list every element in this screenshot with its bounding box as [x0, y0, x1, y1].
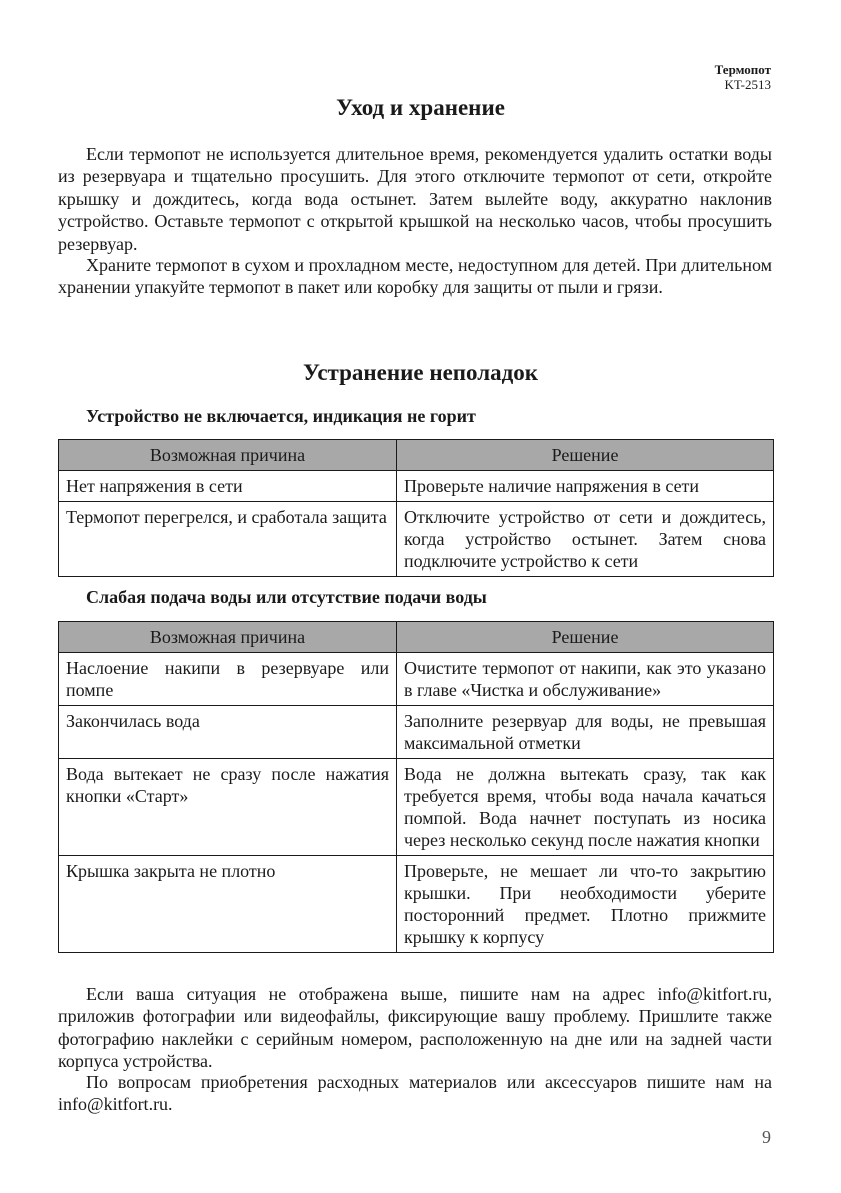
cause-cell: Наслоение накипи в резервуаре или помпе: [59, 653, 397, 706]
table-row: [59, 856, 774, 953]
contact-paragraph-2: По вопросам приобретения расходных материалов или аксессуаров пишите нам на info@kitfort.ru.: [58, 1072, 772, 1115]
troubleshooting-title: Устранение неполадок: [302, 360, 539, 385]
care-title: Уход и хранение: [336, 95, 505, 120]
care-paragraph-2: Храните термопот в сухом и прохладном месте, недоступном для детей. При длительном хранении упакуйте термопот в пакет или коробку для защиты от пыли и грязи.: [58, 255, 772, 298]
cause-cell: Крышка закрыта не плотно: [59, 856, 397, 953]
cause-cell: Вода вытекает не сразу после нажатия кнопки «Старт»: [59, 759, 397, 856]
table-header-row: [59, 622, 774, 653]
table-row: [59, 706, 774, 759]
column-header-cause: Возможная причина: [59, 622, 397, 653]
cause-cell: Нет напряжения в сети: [59, 471, 397, 502]
cause-cell: Закончилась вода: [59, 706, 397, 759]
column-header-solution: Решение: [397, 622, 774, 653]
table-row: [59, 653, 774, 706]
section-heading-weak-flow: Слабая подача воды или отсутствие подачи воды: [86, 587, 487, 607]
troubleshooting-table-weak-flow: [58, 621, 774, 953]
table-row: [59, 502, 774, 577]
column-header-cause: Возможная причина: [59, 440, 397, 471]
solution-cell: Очистите термопот от накипи, как это указано в главе «Чистка и обслуживание»: [397, 653, 774, 706]
column-header-solution: Решение: [397, 440, 774, 471]
table-row: [59, 759, 774, 856]
contact-paragraph-1: Если ваша ситуация не отображена выше, пишите нам на адрес info@kitfort.ru, приложив фотографии или видеофайлы, фиксирующие вашу проблему. Пришлите также фотографию наклейки с серийным номером, расположенную на дне или на задней части корпуса устройства.: [58, 984, 772, 1072]
solution-cell: Проверьте, не мешает ли что-то закрытию крышки. При необходимости уберите посторонний предмет. Плотно прижмите крышку к корпусу: [397, 856, 774, 953]
solution-cell: Проверьте наличие напряжения в сети: [397, 471, 774, 502]
troubleshooting-table-no-power: [58, 439, 774, 577]
page-header: [715, 62, 771, 92]
section-heading-no-power: Устройство не включается, индикация не горит: [86, 406, 476, 426]
product-name: Термопот: [714, 62, 771, 77]
solution-cell: Отключите устройство от сети и дождитесь, когда устройство остынет. Затем снова подключите устройство к сети: [397, 502, 774, 577]
model-number: KT-2513: [724, 77, 771, 92]
table-header-row: [59, 440, 774, 471]
care-paragraph-1: Если термопот не используется длительное время, рекомендуется удалить остатки воды из резервуара и тщательно просушить. Для этого отключите термопот от сети, откройте крышку и дождитесь, когда вода остынет. Затем вылейте воду, аккуратно наклонив устройство. Оставьте термопот с открытой крышкой на несколько часов, чтобы просушить резервуар.: [58, 144, 772, 254]
cause-cell: Термопот перегрелся, и сработала защита: [59, 502, 397, 577]
solution-cell: Заполните резервуар для воды, не превышая максимальной отметки: [397, 706, 774, 759]
table-row: [59, 471, 774, 502]
solution-cell: Вода не должна вытекать сразу, так как требуется время, чтобы вода начала качаться помпой. Вода начнет поступать из носика через несколько секунд после нажатия кнопки: [397, 759, 774, 856]
page-number: 9: [762, 1127, 771, 1147]
